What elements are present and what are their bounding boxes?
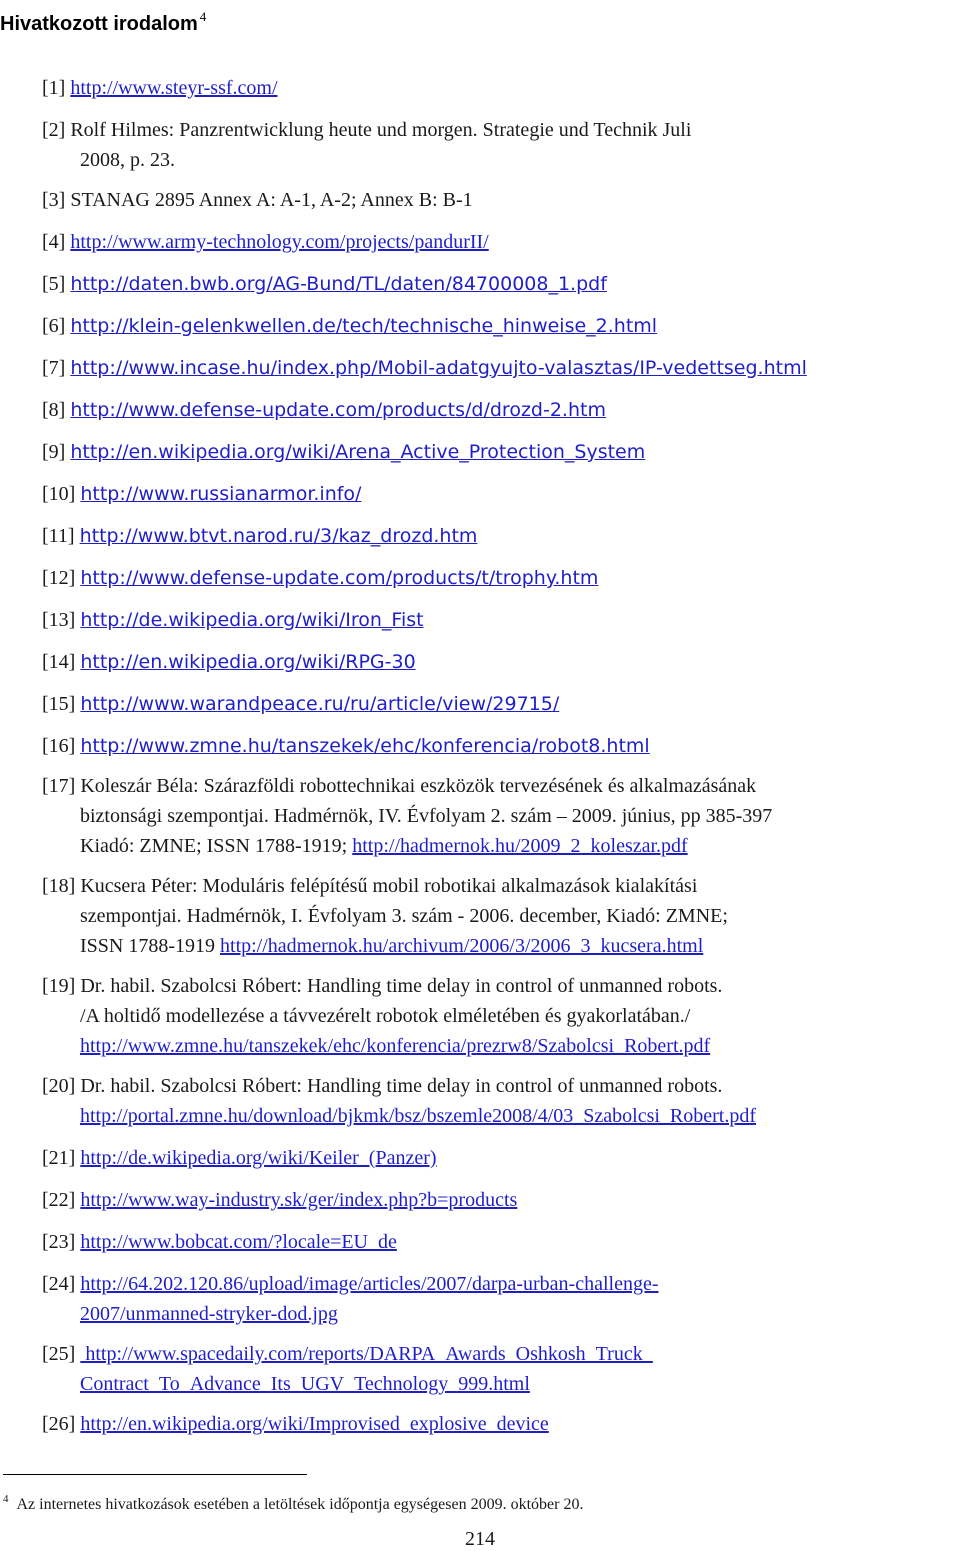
reference-item [42,647,960,677]
reference-item [42,1409,960,1439]
reference-text: /A holtidő modellezése a távvezérelt robotok elméletében és gyakorlatában./ [80,1005,691,1027]
reference-link[interactable]: http://portal.zmne.hu/download/bjkmk/bsz/bszemle2008/4/03_Szabolcsi_Robert.pdf [80,1105,757,1127]
reference-item [42,269,960,299]
reference-line [42,609,424,631]
reference-text: Dr. habil. Szabolcsi Róbert: Handling time delay in control of unmanned robots. [80,975,723,997]
footnote-separator [3,1474,307,1475]
reference-number: [8] [42,399,66,421]
reference-link[interactable]: http://hadmernok.hu/2009_2_koleszar.pdf [352,835,688,857]
reference-item [42,521,960,551]
reference-line [42,441,645,463]
reference-line [42,1075,722,1097]
reference-number: [12] [42,567,76,589]
reference-item [42,1339,960,1399]
reference-link[interactable]: http://www.steyr-ssf.com/ [70,77,278,99]
reference-text: Koleszár Béla: Szárazföldi robottechnikai eszközök tervezésének és alkalmazásának [80,775,757,797]
reference-link[interactable]: http://www.btvt.narod.ru/3/kaz_drozd.htm [79,525,478,547]
reference-number: [14] [42,651,76,673]
reference-line [42,399,606,421]
reference-link[interactable]: http://www.zmne.hu/tanszekek/ehc/konferencia/robot8.html [80,735,650,757]
reference-line [42,975,722,997]
reference-link[interactable]: http://www.warandpeace.ru/ru/article/view/29715/ [80,693,560,715]
reference-link[interactable]: http://en.wikipedia.org/wiki/Arena_Active_Protection_System [70,441,646,463]
reference-line [42,1231,397,1253]
reference-link[interactable]: http://www.bobcat.com/?locale=EU_de [80,1231,397,1253]
reference-line [42,693,559,715]
reference-item [42,479,960,509]
reference-line [42,901,960,931]
reference-text: 2008, p. 23. [80,149,175,171]
reference-number: [1] [42,77,66,99]
reference-item [42,353,960,383]
reference-number: [22] [42,1189,76,1211]
heading-title: Hivatkozott irodalom [0,13,198,35]
heading-footnote-mark: 4 [199,9,207,24]
reference-number: [3] [42,189,66,211]
reference-link[interactable]: http://www.army-technology.com/projects/pandurII/ [70,231,489,253]
reference-item [42,605,960,635]
reference-text: szempontjai. Hadmérnök, I. Évfolyam 3. szám - 2006. december, Kiadó: ZMNE; [80,905,728,927]
reference-item [42,437,960,467]
reference-number: [9] [42,441,66,463]
reference-text: Dr. habil. Szabolcsi Róbert: Handling time delay in control of unmanned robots. [80,1075,723,1097]
reference-number: [19] [42,975,76,997]
reference-number: [6] [42,315,66,337]
reference-line [42,1299,960,1329]
reference-number: [15] [42,693,76,715]
reference-number: [26] [42,1413,76,1435]
reference-line [42,651,416,673]
reference-link[interactable]: http://de.wikipedia.org/wiki/Iron_Fist [80,609,424,631]
reference-line [42,1147,437,1169]
reference-item [42,1185,960,1215]
reference-link[interactable]: http://64.202.120.86/upload/image/articles/2007/darpa-urban-challenge- [80,1273,659,1295]
reference-link[interactable]: http://www.defense-update.com/products/t/trophy.htm [80,567,599,589]
reference-number: [21] [42,1147,76,1169]
reference-line [42,77,278,99]
footnote-mark: 4 [3,1493,9,1505]
reference-line [42,801,960,831]
reference-number: [17] [42,775,76,797]
reference-number: [23] [42,1231,76,1253]
reference-text: biztonsági szempontjai. Hadmérnök, IV. Évfolyam 2. szám – 2009. június, pp 385-397 [80,805,773,827]
reference-item [42,1269,960,1329]
reference-link[interactable]: http://www.russianarmor.info/ [80,483,362,505]
reference-item [42,1143,960,1173]
reference-link[interactable]: http://www.defense-update.com/products/d/drozd-2.htm [70,399,606,421]
reference-link[interactable]: http://en.wikipedia.org/wiki/RPG-30 [80,651,416,673]
reference-text: STANAG 2895 Annex A: A-1, A-2; Annex B: B-1 [70,189,473,211]
reference-line [42,231,489,253]
reference-line [42,1189,517,1211]
reference-line [42,875,697,897]
reference-number: [25] [42,1343,76,1365]
reference-number: [13] [42,609,76,631]
reference-item [42,871,960,961]
reference-line [42,1273,659,1295]
reference-line [42,525,477,547]
reference-line [42,931,960,961]
reference-line [42,831,960,861]
reference-number: [4] [42,231,66,253]
reference-text: Kucsera Péter: Moduláris felépítésű mobil robotikai alkalmazások kialakítási [80,875,698,897]
reference-item [42,771,960,861]
reference-item [42,227,960,257]
reference-item [42,311,960,341]
reference-line [42,735,650,757]
reference-number: [20] [42,1075,76,1097]
reference-number: [5] [42,273,66,295]
reference-link[interactable]: http://www.spacedaily.com/reports/DARPA_Awards_Oshkosh_Truck_ [80,1343,653,1365]
reference-item [42,115,960,175]
reference-item [42,971,960,1061]
reference-link[interactable]: 2007/unmanned-stryker-dod.jpg [80,1303,338,1325]
reference-line [42,483,361,505]
reference-item [42,731,960,761]
reference-line [42,273,607,295]
reference-text: Kiadó: ZMNE; ISSN 1788-1919; [80,835,353,857]
reference-line [42,315,657,337]
reference-line [42,1001,960,1031]
reference-item [42,73,960,103]
reference-item [42,1071,960,1131]
reference-number: [10] [42,483,76,505]
reference-line [42,1413,549,1435]
reference-number: [16] [42,735,76,757]
reference-link[interactable]: http://de.wikipedia.org/wiki/Keiler_(Panzer) [80,1147,437,1169]
reference-text: ISSN 1788-1919 [80,935,221,957]
reference-line [42,1101,960,1131]
reference-link[interactable]: http://en.wikipedia.org/wiki/Improvised_explosive_device [80,1413,549,1435]
reference-number: [24] [42,1273,76,1295]
reference-item [42,1227,960,1257]
reference-link[interactable]: http://daten.bwb.org/AG-Bund/TL/daten/84700008_1.pdf [70,273,607,295]
reference-line [42,189,473,211]
reference-link[interactable]: http://www.way-industry.sk/ger/index.php?b=products [80,1189,518,1211]
footnote [3,1488,583,1516]
reference-item [42,185,960,215]
reference-link[interactable]: http://klein-gelenkwellen.de/tech/technische_hinweise_2.html [70,315,658,337]
reference-item [42,689,960,719]
page-number: 214 [465,1528,495,1550]
reference-line [42,357,807,379]
reference-line [42,119,691,141]
reference-line [42,567,598,589]
reference-number: [2] [42,119,66,141]
reference-line [42,1343,653,1365]
reference-link[interactable]: Contract_To_Advance_Its_UGV_Technology_999.html [80,1373,530,1395]
reference-link[interactable]: http://www.incase.hu/index.php/Mobil-adatgyujto-valasztas/IP-vedettseg.html [70,357,807,379]
reference-number: [7] [42,357,66,379]
page-heading [0,2,206,39]
reference-number: [11] [42,525,75,547]
reference-line [42,1369,960,1399]
reference-link[interactable]: http://www.zmne.hu/tanszekek/ehc/konferencia/prezrw8/Szabolcsi_Robert.pdf [80,1035,711,1057]
footnote-text: Az internetes hivatkozások esetében a letöltések időpontja egységesen 2009. október 20. [16,1496,584,1513]
reference-line [42,775,756,797]
reference-number: [18] [42,875,76,897]
reference-item [42,395,960,425]
reference-link[interactable]: http://hadmernok.hu/archivum/2006/3/2006_3_kucsera.html [220,935,704,957]
reference-line [42,1031,960,1061]
reference-text: Rolf Hilmes: Panzrentwicklung heute und morgen. Strategie und Technik Juli [70,119,692,141]
reference-line [42,145,960,175]
reference-item [42,563,960,593]
